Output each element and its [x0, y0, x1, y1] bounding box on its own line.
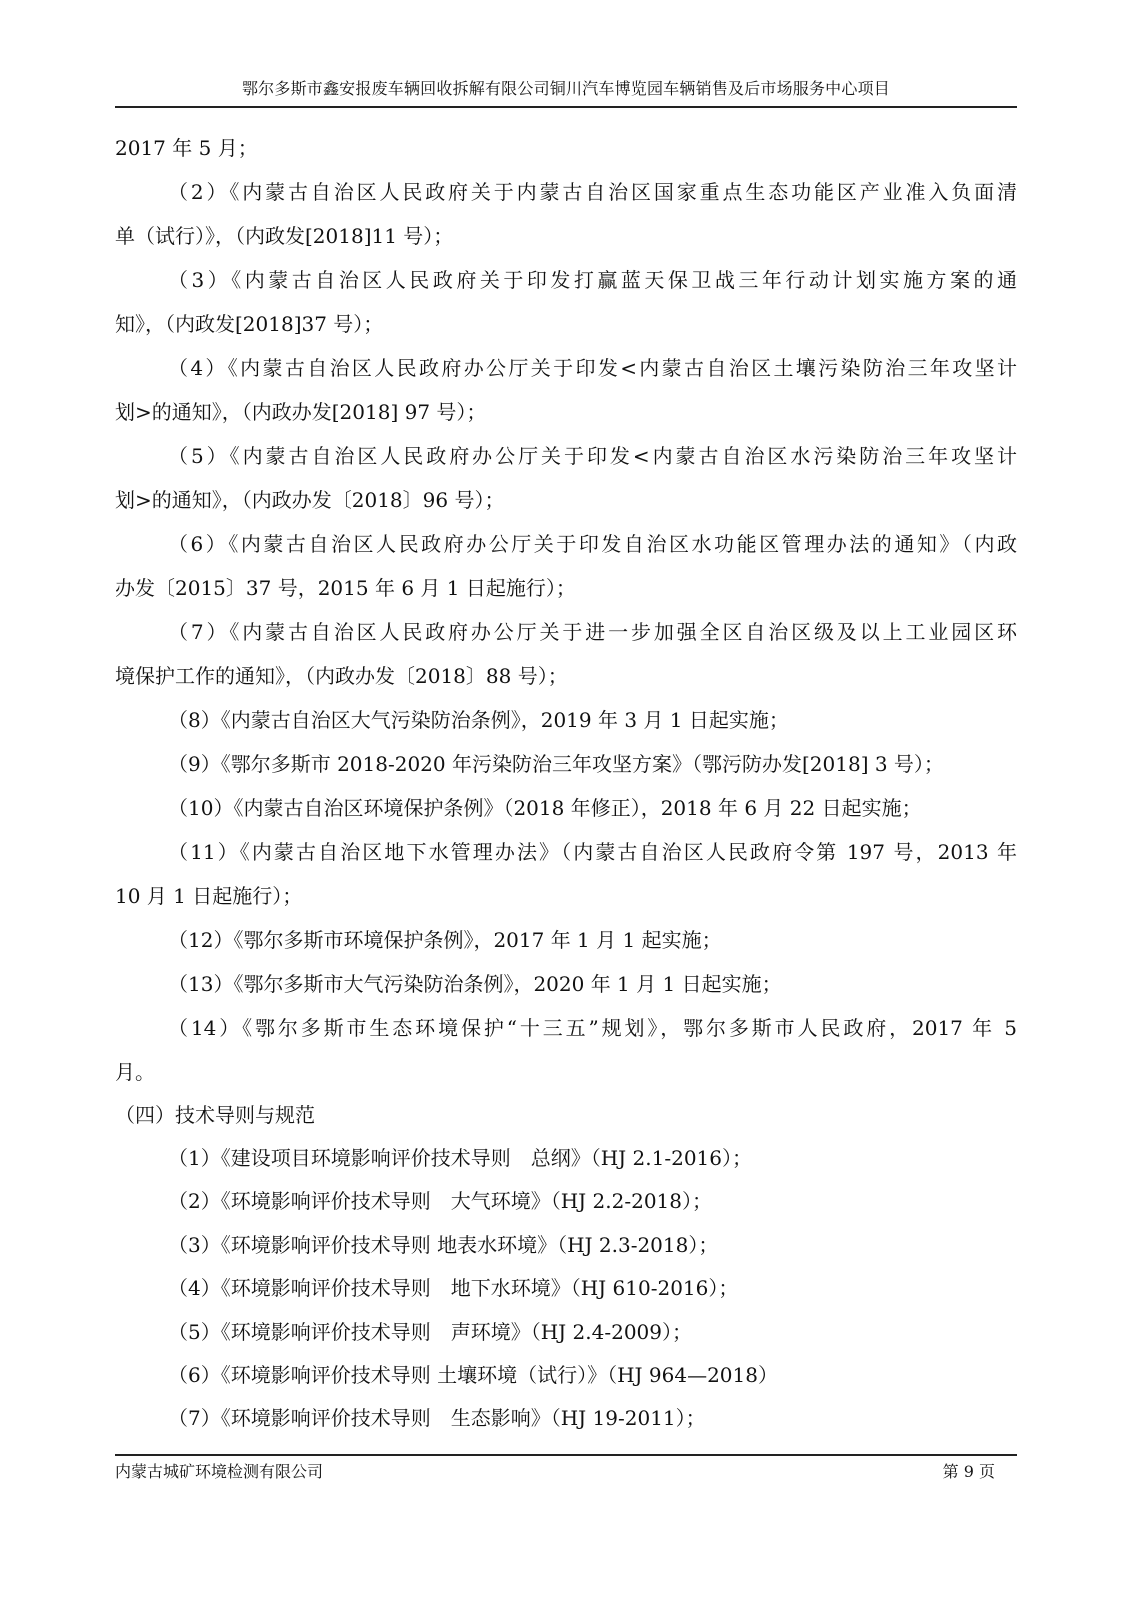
standard-item: （2）《环境影响评价技术导则 大气环境》（HJ 2.2-2018）；	[168, 1189, 713, 1214]
regulation-line-1: （6）《内蒙古自治区人民政府办公厅关于印发自治区水功能区管理办法的通知》（内政	[168, 532, 1017, 556]
regulation-line-2: 月。	[115, 1060, 155, 1084]
regulation-item	[115, 434, 1017, 522]
header-title: 鄂尔多斯市鑫安报废车辆回收拆解有限公司铜川汽车博览园车辆销售及后市场服务中心项目	[241, 79, 890, 98]
regulation-item	[115, 258, 1017, 346]
regulation-line-1: （7）《内蒙古自治区人民政府办公厅关于进一步加强全区自治区级及以上工业园区环	[168, 620, 1017, 644]
regulation-line-1: （14）《鄂尔多斯市生态环境保护“十三五”规划》，鄂尔多斯市人民政府，2017 年 5	[168, 1016, 1017, 1040]
regulation-item	[115, 786, 1017, 830]
continuation-text: 2017 年 5 月；	[115, 136, 258, 160]
regulation-line-2: 划>的通知》，（内政办发[2018] 97 号）；	[115, 400, 487, 424]
regulation-line-2: 划>的通知》，（内政办发〔2018〕96 号）；	[115, 488, 505, 512]
standard-item: （1）《建设项目环境影响评价技术导则 总纲》（HJ 2.1-2016）；	[168, 1146, 753, 1170]
regulation-item	[115, 918, 1017, 962]
regulation-line-1: （10）《内蒙古自治区环境保护条例》（2018 年修正），2018 年 6 月 22 日起实施；	[168, 796, 922, 820]
regulation-line-1: （9）《鄂尔多斯市 2018-2020 年污染防治三年攻坚方案》（鄂污防办发[2018] 3 号）；	[168, 752, 944, 776]
page-header	[115, 76, 1017, 108]
regulation-item	[115, 698, 1017, 742]
regulation-line-2: 办发〔2015〕37 号，2015 年 6 月 1 日起施行）；	[115, 576, 576, 600]
regulation-item	[115, 610, 1017, 698]
regulation-line-1: （5）《内蒙古自治区人民政府办公厅关于印发<内蒙古自治区水污染防治三年攻坚计	[168, 444, 1017, 468]
regulation-item	[115, 170, 1017, 258]
regulation-line-1: （12）《鄂尔多斯市环境保护条例》，2017 年 1 月 1 起实施；	[168, 928, 722, 952]
standard-item: （7）《环境影响评价技术导则 生态影响》（HJ 19-2011）；	[168, 1406, 706, 1431]
standard-item: （4）《环境影响评价技术导则 地下水环境》（HJ 610-2016）；	[168, 1276, 739, 1301]
regulation-item	[115, 830, 1017, 918]
regulation-line-1: （8）《内蒙古自治区大气污染防治条例》，2019 年 3 月 1 日起实施；	[168, 708, 789, 732]
page-footer	[115, 1454, 1017, 1486]
regulation-line-1: （4）《内蒙古自治区人民政府办公厅关于印发<内蒙古自治区土壤污染防治三年攻坚计	[168, 356, 1017, 380]
regulation-item	[115, 962, 1017, 1006]
standard-item: （3）《环境影响评价技术导则 地表水环境》（HJ 2.3-2018）；	[168, 1232, 719, 1257]
regulation-item	[115, 522, 1017, 610]
regulation-line-2: 知》，（内政发[2018]37 号）；	[115, 312, 384, 336]
continuation-paragraph	[115, 126, 1017, 170]
standards-list	[115, 1137, 1017, 1441]
footer-company: 内蒙古城矿环境检测有限公司	[115, 1462, 324, 1481]
regulation-line-1: （2）《内蒙古自治区人民政府关于内蒙古自治区国家重点生态功能区产业准入负面清	[168, 180, 1017, 204]
regulation-item	[115, 742, 1017, 786]
standard-item: （6）《环境影响评价技术导则 土壤环境（试行）》（HJ 964—2018）	[168, 1362, 778, 1387]
page-number: 第 9 页	[942, 1462, 995, 1481]
section-heading: （四）技术导则与规范	[115, 1103, 315, 1127]
regulation-line-1: （13）《鄂尔多斯市大气污染防治条例》，2020 年 1 月 1 日起实施；	[168, 972, 782, 996]
standard-item: （5）《环境影响评价技术导则 声环境》（HJ 2.4-2009）；	[168, 1319, 693, 1344]
document-body	[115, 126, 1017, 1441]
regulation-line-2: 单（试行）》，（内政发[2018]11 号）；	[115, 224, 454, 248]
regulations-list	[115, 170, 1017, 1094]
regulation-line-1: （3）《内蒙古自治区人民政府关于印发打赢蓝天保卫战三年行动计划实施方案的通	[168, 268, 1017, 292]
regulation-item	[115, 346, 1017, 434]
regulation-line-2: 10 月 1 日起施行）；	[115, 884, 303, 908]
regulation-line-1: （11）《内蒙古自治区地下水管理办法》（内蒙古自治区人民政府令第 197 号，2013 年	[168, 840, 1017, 864]
regulation-line-2: 境保护工作的通知》，（内政办发〔2018〕88 号）；	[115, 664, 568, 688]
regulation-item	[115, 1006, 1017, 1094]
